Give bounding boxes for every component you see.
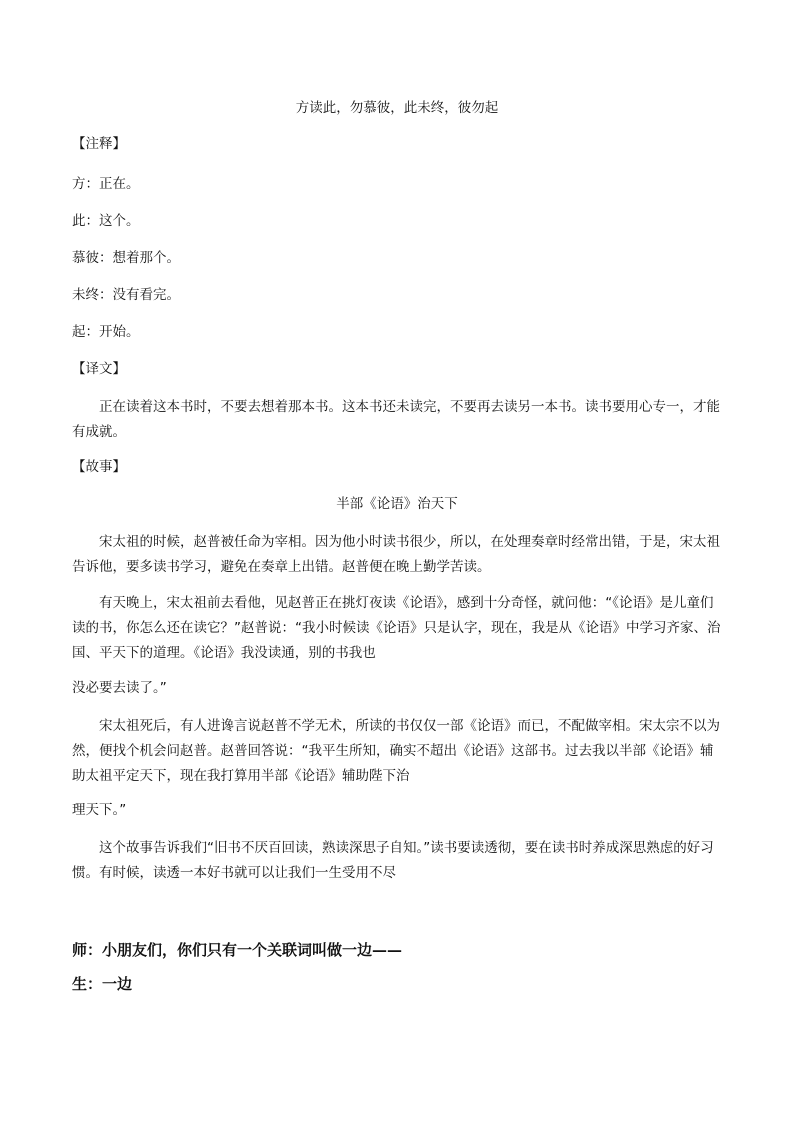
story-paragraph-3-tail: 理天下。” (72, 802, 127, 818)
note-item: 未终：没有看完。 (72, 287, 180, 303)
story-paragraph-3: 宋太祖死后，有人进谗言说赵普不学无术，所读的书仅仅一部《论语》而已，不配做宰相。宋太宗不以为然，便找个机会问赵普。赵普回答说：“我平生所知，确实不超出《论语》这部书。过去我以半部《论语》辅助太祖平定天下，现在我打算用半部《论语》辅助陛下治 (72, 718, 720, 784)
note-item: 慕彼：想着那个。 (72, 250, 180, 266)
page-title: 方读此，勿慕彼，此未终，彼勿起 (295, 100, 499, 116)
story-paragraph-2-tail: 没必要去读了。” (72, 680, 167, 696)
story-paragraph-2: 有天晚上，宋太祖前去看他，见赵普正在挑灯夜读《论语》，感到十分奇怪，就问他：“《论语》是儿童们读的书，你怎么还在读它？”赵普说：“我小时候读《论语》只是认字，现在，我是从《论语》中学习齐家、治国、平天下的道理。《论语》我没读通，别的书我也 (72, 595, 721, 661)
translation-text: 正在读着这本书时，不要去想着那本书。这本书还未读完，不要再去读另一本书。读书要用心专一，才能有成就。 (72, 399, 720, 440)
translation-heading: 【译文】 (72, 361, 126, 377)
teacher-line: 师：小朋友们，你们只有一个关联词叫做一边—— (72, 941, 403, 959)
note-item: 方：正在。 (72, 176, 140, 192)
story-paragraph-1: 宋太祖的时候，赵普被任命为宰相。因为他小时读书很少，所以，在处理奏章时经常出错，于是，宋太祖告诉他，要多读书学习，避免在奏章上出错。赵普便在晚上勤学苦读。 (72, 534, 720, 575)
story-title: 半部《论语》治天下 (336, 496, 458, 512)
note-item: 起：开始。 (72, 324, 140, 340)
notes-heading: 【注释】 (72, 136, 126, 152)
note-item: 此：这个。 (72, 213, 140, 229)
story-paragraph-4: 这个故事告诉我们“旧书不厌百回读，熟读深思子自知。”读书要读透彻，要在读书时养成深思熟虑的好习惯。有时候，读透一本好书就可以让我们一生受用不尽 (72, 840, 714, 881)
student-line: 生：一边 (72, 975, 133, 993)
story-heading: 【故事】 (72, 459, 126, 475)
